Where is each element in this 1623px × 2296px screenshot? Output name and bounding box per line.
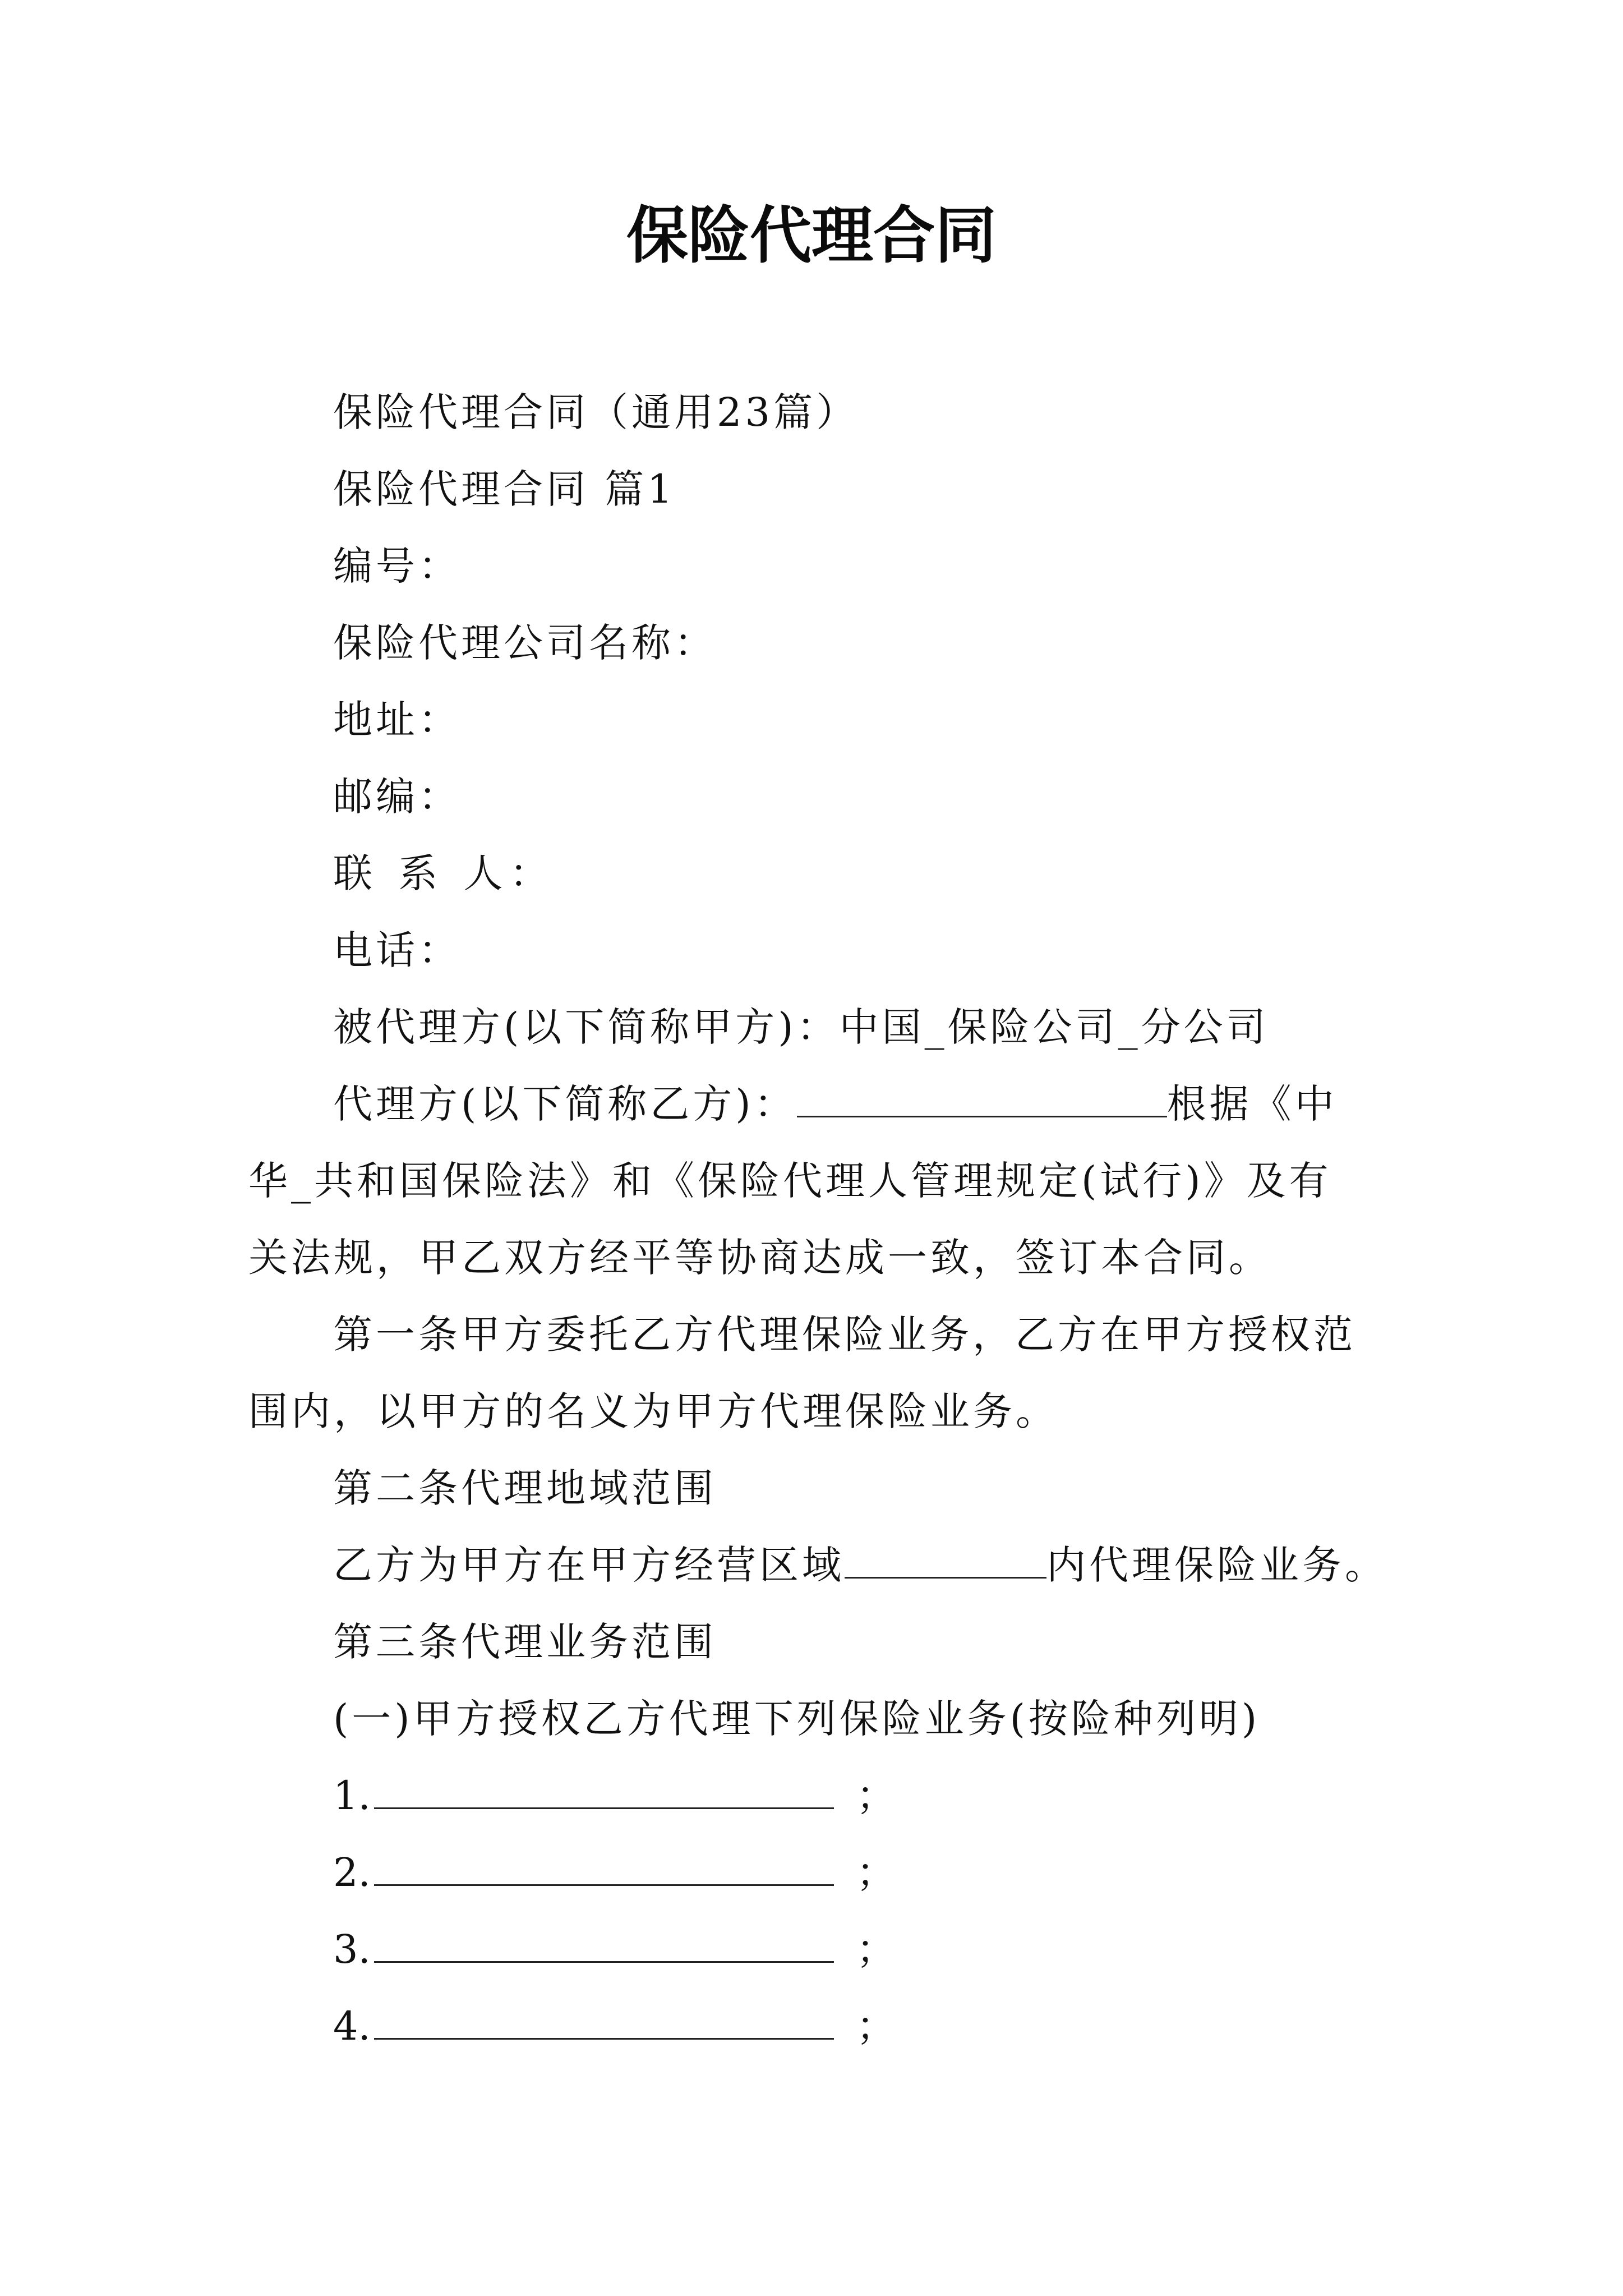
article-3-title: 第三条代理业务范围 — [333, 1619, 717, 1665]
list-item-blank — [374, 1774, 834, 1809]
list-item-end: ； — [856, 1926, 896, 1972]
list-item-blank — [374, 1927, 834, 1963]
list-item — [333, 1770, 896, 1821]
list-item-end: ； — [856, 2003, 896, 2049]
legal-basis-line-3: 关法规，甲乙双方经平等协商达成一致，签订本合同。 — [248, 1235, 1271, 1281]
postcode-label: 邮编： — [333, 774, 461, 820]
article-1-line-2: 围内，以甲方的名义为甲方代理保险业务。 — [248, 1388, 1058, 1434]
document-title: 保险代理合同 — [626, 200, 997, 272]
list-item-number: 3. — [333, 1926, 371, 1972]
chapter-heading: 保险代理合同 篇1 — [333, 466, 676, 512]
list-item-end: ； — [856, 1849, 896, 1895]
list-item — [333, 1847, 896, 1898]
address-label: 地址： — [333, 697, 461, 743]
contact-person-label: 联 系 人： — [333, 850, 556, 896]
principal-party-line: 被代理方(以下简称甲方)：中国_保险公司_分公司 — [333, 1004, 1269, 1050]
list-item — [333, 1924, 896, 1975]
legal-basis-line-2: 华_共和国保险法》和《保险代理人管理规定(试行)》及有 — [248, 1158, 1332, 1204]
article-2-body — [333, 1540, 1387, 1590]
list-item-number: 2. — [333, 1849, 371, 1895]
article-2-suffix: 内代理保险业务。 — [1046, 1542, 1387, 1588]
list-item-blank — [374, 2004, 834, 2040]
agent-party-prefix: 代理方(以下简称乙方)： — [333, 1081, 797, 1127]
region-blank — [845, 1543, 1046, 1579]
article-2-prefix: 乙方为甲方在甲方经营区域 — [333, 1542, 845, 1588]
agent-party-suffix: 根据《中 — [1166, 1081, 1338, 1127]
phone-label: 电话： — [333, 927, 461, 973]
article-1-line-1: 第一条甲方委托乙方代理保险业务，乙方在甲方授权范 — [333, 1312, 1356, 1358]
list-item — [333, 2001, 896, 2051]
list-item-number: 1. — [333, 1773, 371, 1819]
article-2-title: 第二条代理地域范围 — [333, 1465, 717, 1511]
number-field-label: 编号： — [333, 543, 461, 589]
article-3-subclause: (一)甲方授权乙方代理下列保险业务(按险种列明) — [333, 1696, 1261, 1742]
agent-name-blank — [797, 1082, 1167, 1117]
agent-party-line — [333, 1079, 1338, 1129]
list-item-number: 4. — [333, 2003, 371, 2049]
company-name-label: 保险代理公司名称： — [333, 620, 717, 666]
list-item-blank — [374, 1851, 834, 1886]
list-item-end: ； — [856, 1773, 896, 1819]
subtitle: 保险代理合同（通用23篇） — [333, 389, 859, 435]
